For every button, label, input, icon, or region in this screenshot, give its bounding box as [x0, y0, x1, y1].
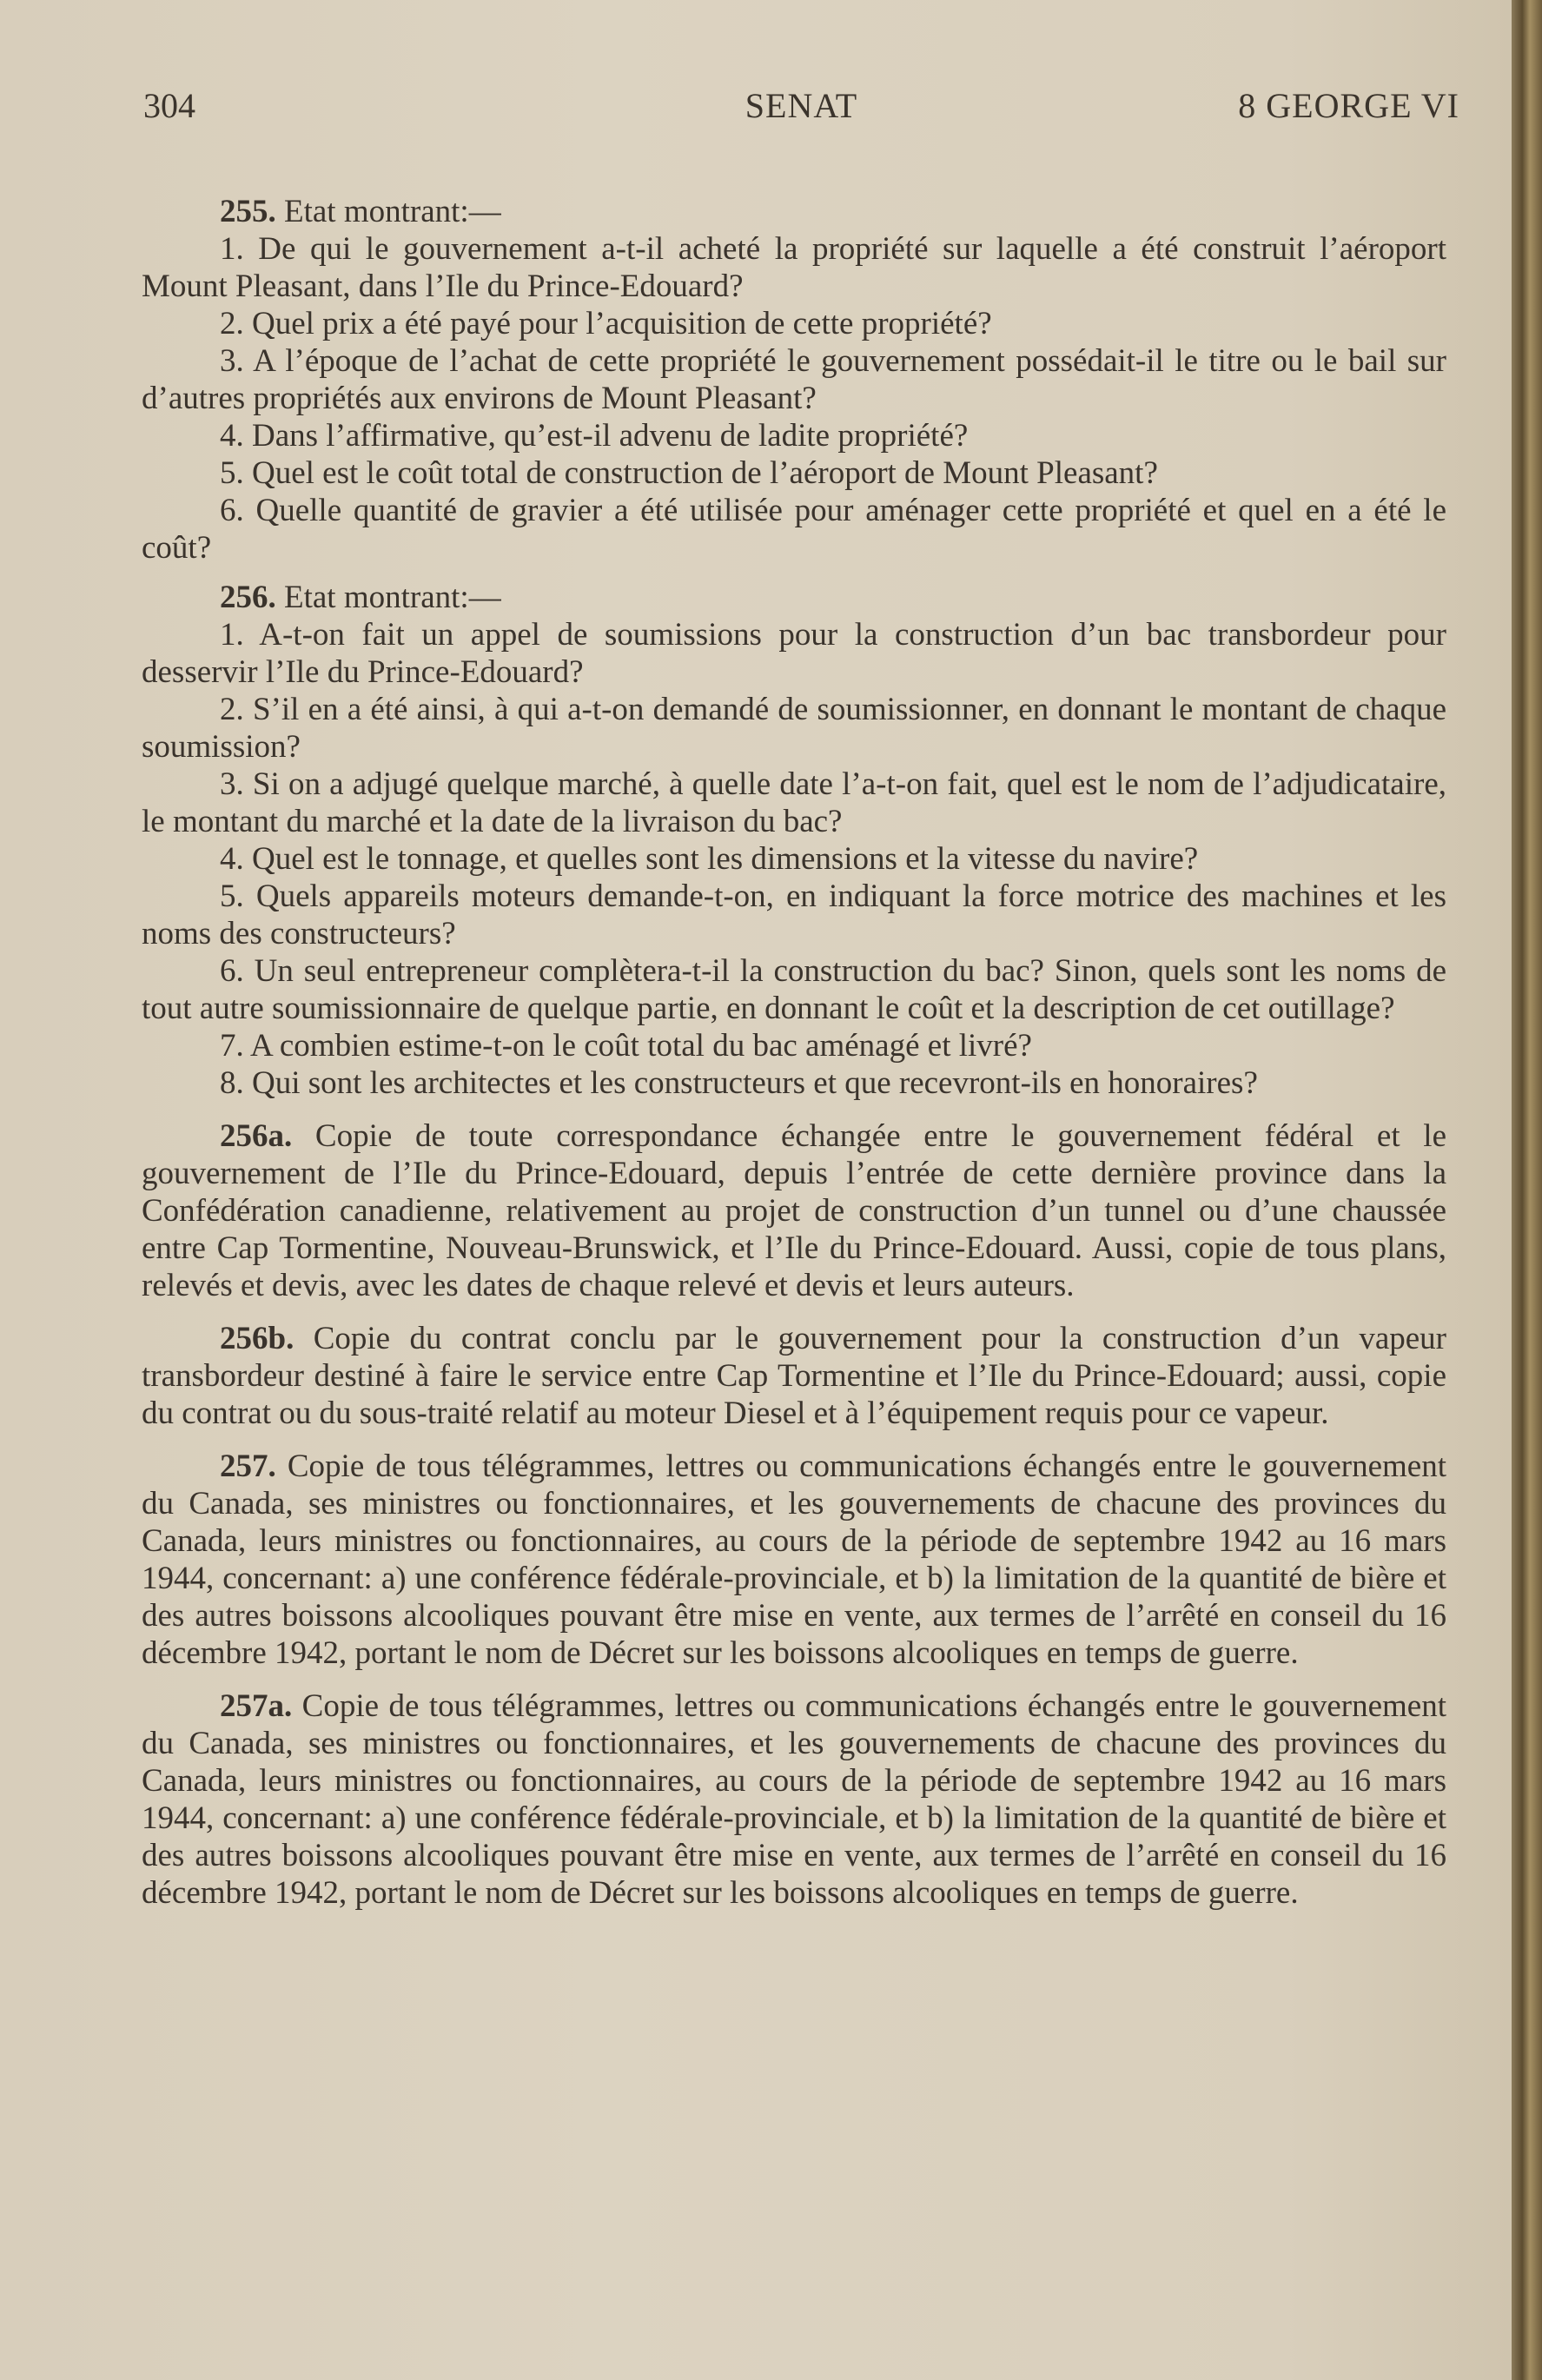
item-heading: Etat montrant:—: [284, 194, 501, 229]
question: 3. Si on a adjugé quelque marché, à quelle date l’a-t-on fait, quel est le nom de l’adjudicataire, le montant du marché et la date de la livraison du bac?: [142, 766, 1446, 839]
item-text: Copie du contrat conclu par le gouvernement pour la construction d’un vapeur transbordeur destiné à faire le service entre Cap Tormentine et l’Ile du Prince-Edouard; aussi, copie du contrat ou du sous-traité relatif au moteur Diesel et à l’équipement requis pour ce vapeur.: [142, 1321, 1446, 1431]
item-number: 255.: [220, 194, 276, 229]
document-body: [142, 193, 1446, 1912]
item-number: 257.: [220, 1449, 276, 1484]
question: 2. Quel prix a été payé pour l’acquisition de cette propriété?: [220, 306, 992, 341]
item-257: [142, 1448, 1446, 1672]
question: 6. Un seul entrepreneur complètera-t-il la construction du bac? Sinon, quels sont les noms de tout autre soumissionnaire de quelque partie, en donnant le coût et la description de cet outillage?: [142, 953, 1446, 1026]
item-256a: [142, 1117, 1446, 1304]
page-header: [143, 85, 1459, 137]
question: 4. Dans l’affirmative, qu’est-il advenu de ladite propriété?: [220, 418, 969, 454]
item-text: Copie de toute correspondance échangée entre le gouvernement fédéral et le gouvernement de l’Ile du Prince-Edouard, depuis l’entrée de cette dernière province dans la Confédération canadienne, relativement au projet de construction d’un tunnel ou d’une chaussée entre Cap Tormentine, Nouveau-Brunswick, et l’Ile du Prince-Edouard. Aussi, copie de tous plans, relevés et devis, avec les dates de chaque relevé et devis et leurs auteurs.: [142, 1118, 1446, 1303]
question: 3. A l’époque de l’achat de cette propriété le gouvernement possédait-il le titre ou le bail sur d’autres propriétés aux environs de Mount Pleasant?: [142, 343, 1446, 416]
page-number: 304: [143, 86, 195, 125]
item-256-heading: [142, 579, 1446, 616]
session-label: 8 GEORGE VI: [1238, 86, 1459, 125]
question: 2. S’il en a été ainsi, à qui a-t-on demandé de soumissionner, en donnant le montant de chaque soumission?: [142, 692, 1446, 765]
running-title: SENAT: [745, 86, 858, 125]
item-number: 256a.: [220, 1118, 293, 1154]
item-257a: [142, 1687, 1446, 1912]
question: 1. A-t-on fait un appel de soumissions pour la construction d’un bac transbordeur pour desservir l’Ile du Prince-Edouard?: [142, 617, 1446, 690]
book-spine-edge: [1512, 0, 1542, 2380]
item-heading: Etat montrant:—: [284, 580, 501, 615]
question: 8. Qui sont les architectes et les constructeurs et que recevront-ils en honoraires?: [220, 1065, 1258, 1101]
item-number: 257a.: [220, 1688, 293, 1724]
question: 7. A combien estime-t-on le coût total du bac aménagé et livré?: [220, 1028, 1032, 1064]
question: 4. Quel est le tonnage, et quelles sont les dimensions et la vitesse du navire?: [220, 841, 1199, 877]
item-256b: [142, 1320, 1446, 1432]
item-number: 256b.: [220, 1321, 295, 1356]
item-text: Copie de tous télégrammes, lettres ou communications échangés entre le gouvernement du Canada, ses ministres ou fonctionnaires, et les gouvernements de chacune des provinces du Canada, leurs ministres ou fonctionnaires, au cours de la période de septembre 1942 au 16 mars 1944, concernant: a) une conférence fédérale-provinciale, et b) la limitation de la quantité de bière et des autres boissons alcooliques pouvant être mise en vente, aux termes de l’arrêté en conseil du 16 décembre 1942, portant le nom de Décret sur les boissons alcooliques en temps de guerre.: [142, 1688, 1446, 1911]
question: 5. Quel est le coût total de construction de l’aéroport de Mount Pleasant?: [220, 455, 1158, 491]
item-text: Copie de tous télégrammes, lettres ou communications échangés entre le gouvernement du Canada, ses ministres ou fonctionnaires, et les gouvernements de chacune des provinces du Canada, leurs ministres ou fonctionnaires, au cours de la période de septembre 1942 au 16 mars 1944, concernant: a) une conférence fédérale-provinciale, et b) la limitation de la quantité de bière et des autres boissons alcooliques pouvant être mise en vente, aux termes de l’arrêté en conseil du 16 décembre 1942, portant le nom de Décret sur les boissons alcooliques en temps de guerre.: [142, 1449, 1446, 1671]
question: 1. De qui le gouvernement a-t-il acheté la propriété sur laquelle a été construit l’aéroport Mount Pleasant, dans l’Ile du Prince-Edouard?: [142, 231, 1446, 304]
item-255-heading: [142, 193, 1446, 230]
question: 6. Quelle quantité de gravier a été utilisée pour aménager cette propriété et quel en a été le coût?: [142, 493, 1446, 566]
item-number: 256.: [220, 580, 276, 615]
question: 5. Quels appareils moteurs demande-t-on, en indiquant la force motrice des machines et les noms des constructeurs?: [142, 878, 1446, 951]
